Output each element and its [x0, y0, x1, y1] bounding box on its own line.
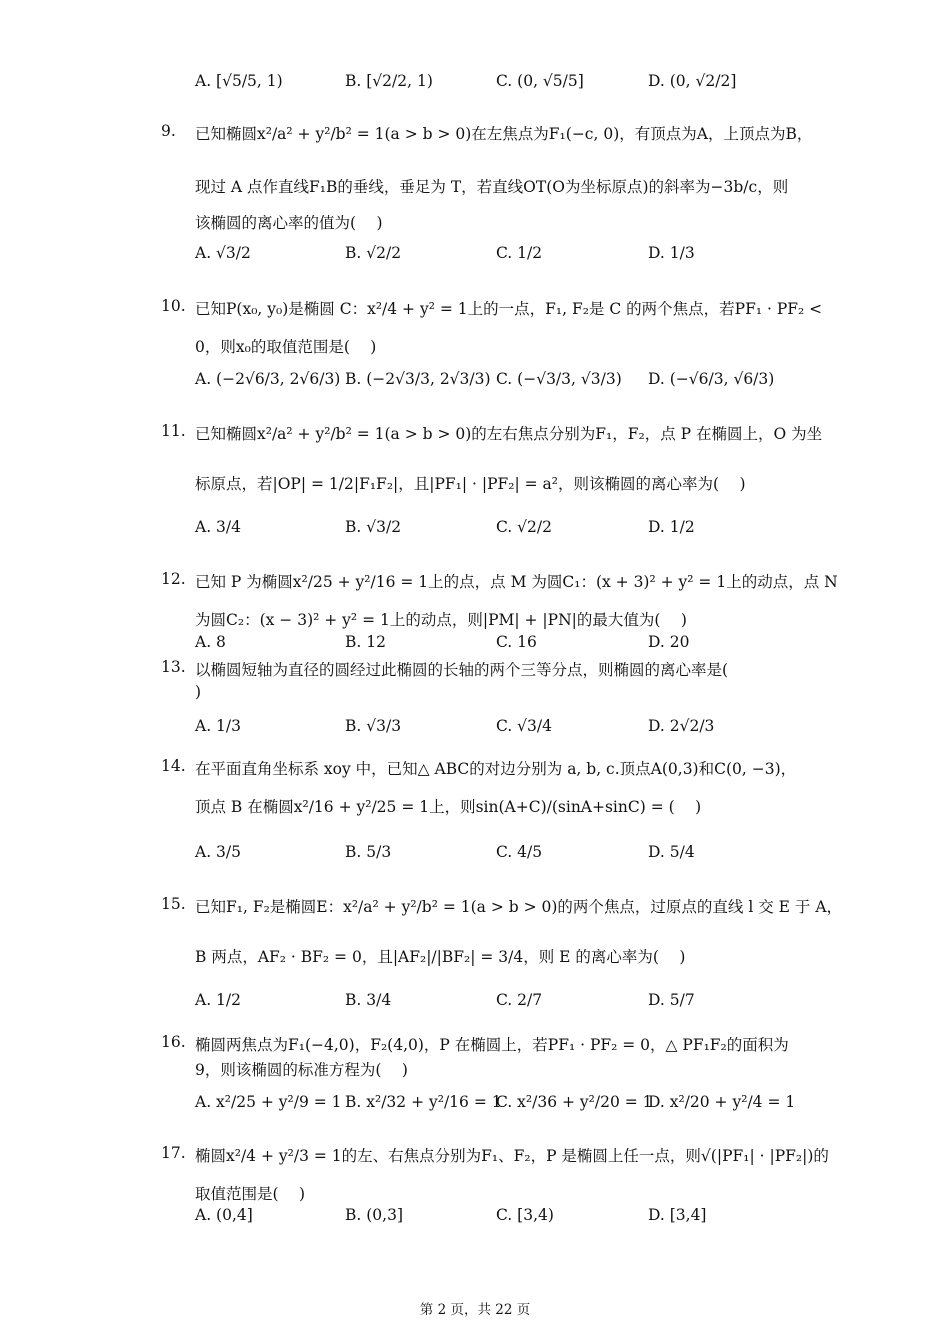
q10-l1-number: 10.	[161, 297, 186, 315]
q17-l1-text: 椭圆x²/4 + y²/3 = 1的左、右焦点分别为F₁、F₂，P 是椭圆上任一点，则√(|PF₁| · |PF₂|)的	[195, 1147, 829, 1165]
q17-opts-option-a: A. (0,4]	[195, 1206, 253, 1224]
q11-l1-text: 已知椭圆x²/a² + y²/b² = 1(a > b > 0)的左右焦点分别为F₁，F₂，点 P 在椭圆上，O 为坐	[195, 425, 823, 443]
q12-l1-number: 12.	[161, 570, 186, 588]
q10-opts-option-c: C. (−√3/3, √3/3)	[496, 370, 622, 388]
q11-opts-option-b: B. √3/2	[345, 518, 402, 536]
q11-l1-number: 11.	[161, 422, 186, 440]
q17-opts-option-b: B. (0,3]	[345, 1206, 403, 1224]
q15-opts-option-a: A. 1/2	[195, 991, 241, 1009]
q14-opts-option-a: A. 3/5	[195, 843, 241, 861]
q10-l2-text: 0，则x₀的取值范围是( )	[195, 338, 377, 356]
q12-opts-option-d: D. 20	[648, 633, 690, 651]
q15-l2-text: B 两点，AF₂ · BF₂ = 0，且|AF₂|/|BF₂| = 3/4，则 E 的离心率为( )	[195, 948, 686, 966]
q14-l2-text: 顶点 B 在椭圆x²/16 + y²/25 = 1上，则sin(A+C)/(sinA+sinC) = ( )	[195, 798, 702, 816]
q10-opts-option-a: A. (−2√6/3, 2√6/3)	[195, 370, 341, 388]
q11-l2-text: 标原点，若|OP| = 1/2|F₁F₂|，且|PF₁| · |PF₂| = a²，则该椭圆的离心率为( )	[195, 475, 746, 493]
q16-opts-option-b: B. x²/32 + y²/16 = 1	[345, 1093, 502, 1111]
q15-opts-option-d: D. 5/7	[648, 991, 695, 1009]
q10-l1-text: 已知P(x₀, y₀)是椭圆 C：x²/4 + y² = 1上的一点，F₁, F₂是 C 的两个焦点，若PF₁ · PF₂ <	[195, 300, 823, 318]
q15-l1-text: 已知F₁, F₂是椭圆E：x²/a² + y²/b² = 1(a > b > 0)的两个焦点，过原点的直线 l 交 E 于 A，	[195, 898, 843, 916]
q9-opts-option-b: B. √2/2	[345, 244, 402, 262]
q14-l1-text: 在平面直角坐标系 xoy 中，已知△ ABC的对边分别为 a, b, c.顶点A(0,3)和C(0, −3)，	[195, 760, 797, 778]
page-footer: 第 2 页，共 22 页	[419, 1302, 531, 1318]
q16-opts-option-d: D. x²/20 + y²/4 = 1	[648, 1093, 796, 1111]
q9-opts-option-c: C. 1/2	[496, 244, 543, 262]
q12-opts-option-b: B. 12	[345, 633, 386, 651]
q11-opts-option-a: A. 3/4	[195, 518, 241, 536]
q13-opts-option-d: D. 2√2/3	[648, 717, 715, 735]
q13-opts-option-c: C. √3/4	[496, 717, 552, 735]
q12-l2-text: 为圆C₂：(x − 3)² + y² = 1上的动点，则|PM| + |PN|的最大值为( )	[195, 611, 687, 629]
q17-opts-option-c: C. [3,4)	[496, 1206, 554, 1224]
q8-opts-option-a: A. [√5/5, 1)	[195, 72, 283, 90]
q9-opts-option-a: A. √3/2	[195, 244, 251, 262]
q9-opts-option-d: D. 1/3	[648, 244, 695, 262]
q9-l1-text: 已知椭圆x²/a² + y²/b² = 1(a > b > 0)在左焦点为F₁(−c, 0)，有顶点为A，上顶点为B，	[195, 125, 813, 143]
q17-opts-option-d: D. [3,4]	[648, 1206, 707, 1224]
q14-opts-option-c: C. 4/5	[496, 843, 543, 861]
q14-opts-option-b: B. 5/3	[345, 843, 392, 861]
q10-opts-option-d: D. (−√6/3, √6/3)	[648, 370, 775, 388]
q13-opts-option-b: B. √3/3	[345, 717, 402, 735]
q13-l1-number: 13.	[161, 658, 186, 676]
q13-l2-text: )	[195, 683, 202, 701]
q12-l1-text: 已知 P 为椭圆x²/25 + y²/16 = 1上的点，点 M 为圆C₁：(x + 3)² + y² = 1上的动点，点 N	[195, 573, 838, 591]
q11-opts-option-d: D. 1/2	[648, 518, 695, 536]
q8-opts-option-d: D. (0, √2/2]	[648, 72, 737, 90]
q8-opts-option-c: C. (0, √5/5]	[496, 72, 584, 90]
q16-opts-option-c: C. x²/36 + y²/20 = 1	[496, 1093, 653, 1111]
q16-l1-text: 椭圆两焦点为F₁(−4,0)，F₂(4,0)，P 在椭圆上，若PF₁ · PF₂ = 0，△ PF₁F₂的面积为	[195, 1036, 789, 1054]
q12-opts-option-c: C. 16	[496, 633, 537, 651]
q9-l2-text: 现过 A 点作直线F₁B的垂线，垂足为 T，若直线OT(O为坐标原点)的斜率为−3b/c，则	[195, 178, 789, 196]
q8-opts-option-b: B. [√2/2, 1)	[345, 72, 433, 90]
q14-opts-option-d: D. 5/4	[648, 843, 695, 861]
q9-l1-number: 9.	[161, 122, 176, 140]
q14-l1-number: 14.	[161, 757, 186, 775]
q11-opts-option-c: C. √2/2	[496, 518, 552, 536]
q13-opts-option-a: A. 1/3	[195, 717, 241, 735]
q9-l3-text: 该椭圆的离心率的值为( )	[195, 214, 383, 232]
q13-l1-text: 以椭圆短轴为直径的圆经过此椭圆的长轴的两个三等分点，则椭圆的离心率是(	[195, 661, 729, 679]
q17-l1-number: 17.	[161, 1144, 186, 1162]
q15-opts-option-b: B. 3/4	[345, 991, 392, 1009]
q16-opts-option-a: A. x²/25 + y²/9 = 1	[195, 1093, 342, 1111]
q12-opts-option-a: A. 8	[195, 633, 226, 651]
q15-opts-option-c: C. 2/7	[496, 991, 543, 1009]
q16-l2-text: 9，则该椭圆的标准方程为( )	[195, 1061, 408, 1079]
q16-l1-number: 16.	[161, 1033, 186, 1051]
q15-l1-number: 15.	[161, 895, 186, 913]
q17-l2-text: 取值范围是( )	[195, 1185, 306, 1203]
q10-opts-option-b: B. (−2√3/3, 2√3/3)	[345, 370, 491, 388]
